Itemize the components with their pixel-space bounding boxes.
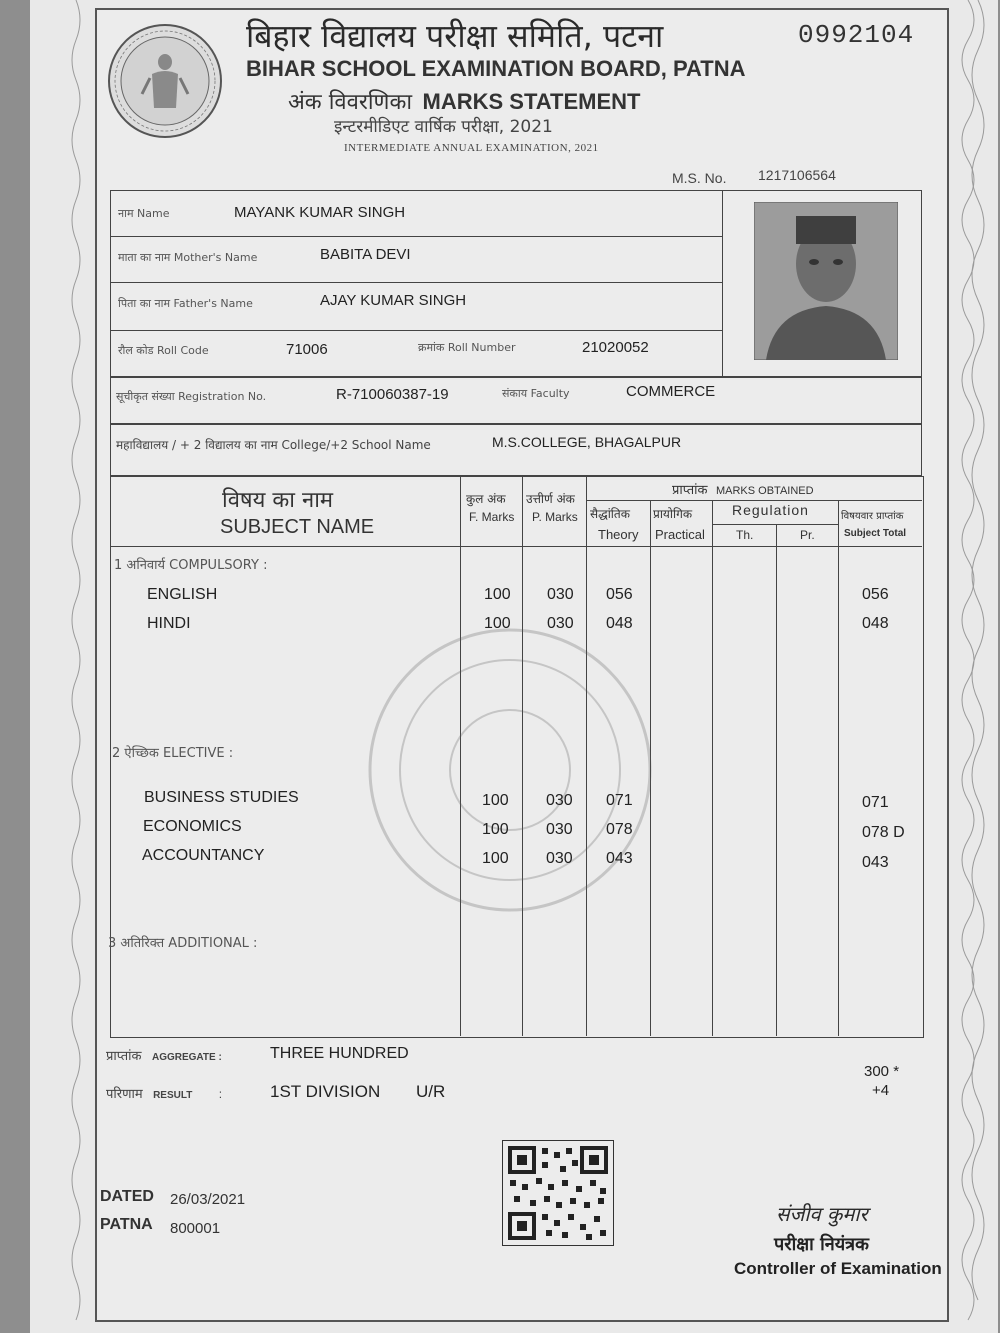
college-name: M.S.COLLEGE, BHAGALPUR <box>492 434 682 450</box>
title-hindi: अंक विवरणिका <box>288 90 413 115</box>
place-label: PATNA <box>100 1216 153 1233</box>
pass-marks-hindi: उत्तीर्ण अंक <box>526 492 575 506</box>
exam-english: INTERMEDIATE ANNUAL EXAMINATION, 2021 <box>344 142 599 154</box>
board-name-english: BIHAR SCHOOL EXAMINATION BOARD, PATNA <box>246 56 746 81</box>
mother-label: माता का नाम Mother's Name <box>118 251 258 264</box>
title-english: MARKS STATEMENT <box>422 89 641 114</box>
issue-date: 26/03/2021 <box>170 1191 246 1208</box>
mother-name: BABITA DEVI <box>320 246 411 263</box>
exam-hindi: इन्टरमीडिएट वार्षिक परीक्षा, 2021 <box>334 117 553 137</box>
subject-name: ACCOUNTANCY <box>142 847 265 864</box>
result-label <box>106 1084 222 1103</box>
roll-number-label: क्रमांक Roll Number <box>418 341 516 354</box>
practical-header: Practical <box>655 527 705 542</box>
theory-hindi: सैद्धांतिक <box>590 507 630 521</box>
board-name-hindi: बिहार विद्यालय परीक्षा समिति, पटना <box>246 17 664 55</box>
compulsory-section-label: 1 अनिवार्य COMPULSORY : <box>114 558 268 573</box>
registration-label: सूचीकृत संख्या Registration No. <box>116 390 267 403</box>
full-marks-header: F. Marks <box>469 510 515 524</box>
document-title <box>288 86 640 116</box>
theory-marks: 056 <box>606 586 633 603</box>
student-photo <box>754 202 898 360</box>
subject-header: SUBJECT NAME <box>220 516 375 538</box>
faculty-label: संकाय Faculty <box>502 387 570 400</box>
dated-label: DATED <box>100 1188 154 1205</box>
aggregate-label-english: AGGREGATE : <box>151 1052 222 1063</box>
marks-obtained-hindi: प्राप्तांक <box>672 483 708 498</box>
theory-marks: 048 <box>606 615 633 632</box>
college-label: महाविद्यालय / + 2 विद्यालय का नाम College/+2 School Name <box>116 438 431 452</box>
theory-marks: 071 <box>606 792 633 809</box>
practical-hindi: प्रायोगिक <box>653 507 693 521</box>
result-colon: : <box>218 1087 223 1101</box>
qr-code-icon <box>502 1140 614 1246</box>
aggregate-label <box>106 1046 222 1065</box>
subject-total: 043 <box>862 854 889 871</box>
subject-name: HINDI <box>147 615 191 632</box>
student-name: MAYANK KUMAR SINGH <box>234 204 406 221</box>
regulation-header: Regulation <box>732 502 809 518</box>
subject-total-hindi: विषयवार प्राप्तांक <box>841 511 904 522</box>
subject-name: ECONOMICS <box>143 818 242 835</box>
marks-obtained-label: MARKS OBTAINED <box>715 485 814 497</box>
subject-total: 048 <box>862 615 889 632</box>
full-marks: 100 <box>482 792 509 809</box>
full-marks: 100 <box>484 615 511 632</box>
full-marks-hindi: कुल अंक <box>466 492 506 506</box>
roll-code-label: रौल कोड Roll Code <box>118 344 209 357</box>
additional-section-label: 3 अतिरिक्त ADDITIONAL : <box>108 936 258 951</box>
regulation-practical-header: Pr. <box>800 528 815 542</box>
faculty: COMMERCE <box>626 383 716 400</box>
grace-marks: +4 <box>872 1082 890 1099</box>
result-label-english: RESULT <box>153 1090 193 1101</box>
theory-marks: 078 <box>606 821 633 838</box>
full-marks: 100 <box>482 850 509 867</box>
theory-marks: 043 <box>606 850 633 867</box>
roll-code: 71006 <box>286 341 328 358</box>
subject-total: 078 D <box>862 824 905 841</box>
roll-number: 21020052 <box>582 339 649 356</box>
pass-marks: 030 <box>546 850 573 867</box>
theory-header: Theory <box>598 527 639 542</box>
ms-no-label: M.S. No. <box>672 170 727 186</box>
name-label: नाम Name <box>118 207 170 220</box>
controller-signature: संजीव कुमार <box>776 1202 868 1226</box>
full-marks: 100 <box>484 586 511 603</box>
ms-number: 1217106564 <box>758 167 836 183</box>
subject-total: 056 <box>862 586 889 603</box>
subject-name: BUSINESS STUDIES <box>144 789 299 806</box>
controller-title: Controller of Examination <box>734 1259 942 1278</box>
pass-marks: 030 <box>547 586 574 603</box>
controller-title-hindi: परीक्षा नियंत्रक <box>774 1234 869 1255</box>
registration-number: R-710060387-19 <box>336 386 449 403</box>
aggregate-marks: 300 * <box>864 1063 900 1080</box>
pass-marks-header: P. Marks <box>532 510 578 524</box>
pass-marks: 030 <box>546 792 573 809</box>
aggregate-label-hindi: प्राप्तांक <box>106 1049 142 1064</box>
subject-total: 071 <box>862 794 889 811</box>
pass-marks: 030 <box>547 615 574 632</box>
father-label: पिता का नाम Father's Name <box>118 297 253 310</box>
pin-code: 800001 <box>170 1220 221 1237</box>
subject-name: ENGLISH <box>147 586 218 603</box>
board-seal-icon <box>106 22 224 140</box>
regulation-theory-header: Th. <box>736 528 754 542</box>
result-category: U/R <box>416 1082 446 1101</box>
pass-marks: 030 <box>546 821 573 838</box>
father-name: AJAY KUMAR SINGH <box>320 292 467 309</box>
subject-total-header: Subject Total <box>844 528 907 539</box>
full-marks: 100 <box>482 821 509 838</box>
subject-header-hindi: विषय का नाम <box>222 488 334 513</box>
aggregate-in-words: THREE HUNDRED <box>270 1045 409 1062</box>
elective-section-label: 2 ऐच्छिक ELECTIVE : <box>112 746 234 761</box>
result-division: 1ST DIVISION <box>270 1082 381 1101</box>
result-label-hindi: परिणाम <box>106 1087 143 1102</box>
serial-number: 0992104 <box>798 20 915 50</box>
marks-obtained-header <box>672 480 814 499</box>
watermark-seal-icon <box>360 620 660 920</box>
